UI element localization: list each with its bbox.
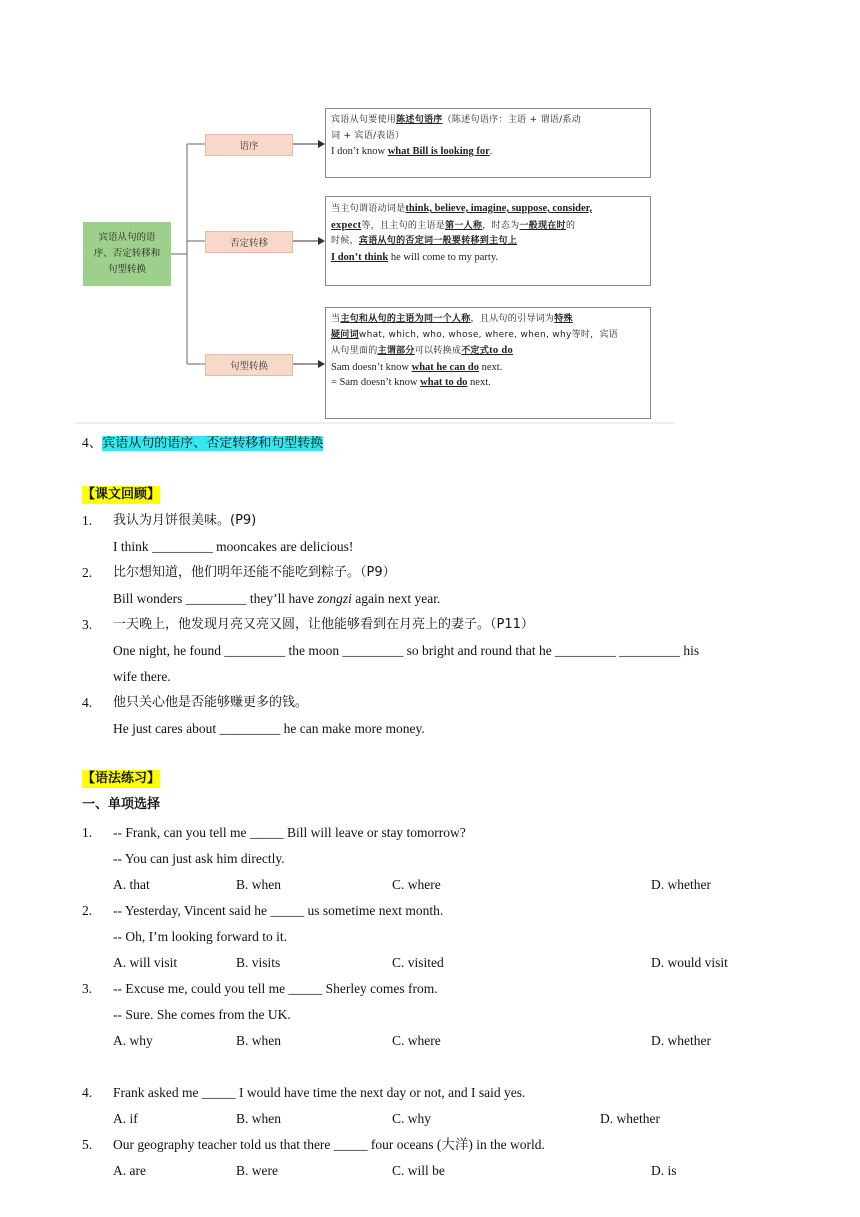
box-word-order: 宾语从句要使用陈述句语序（陈述句语序：主语 + 谓语/系动 词 + 宾语/表语） I don’t know what Bill is looking for. bbox=[325, 108, 651, 178]
option-b[interactable]: B. when bbox=[236, 1033, 281, 1048]
option-b[interactable]: B. were bbox=[236, 1163, 278, 1178]
option-a[interactable]: A. why bbox=[113, 1033, 153, 1048]
question-1: 1. -- Frank, can you tell me _____ Bill will leave or stay tomorrow? -- You can just ask him directly. A. that B. when C. where D. whether bbox=[82, 825, 711, 892]
question-5: 5. Our geography teacher told us that there _____ four oceans (大洋) in the world. A. are B. were C. will be D. is bbox=[82, 1137, 677, 1178]
grammar-header: 【语法练习】 bbox=[82, 771, 161, 786]
question-3: 3. -- Excuse me, could you tell me _____ Sherley comes from. -- Sure. She comes from the UK. A. why B. when C. where D. whether bbox=[82, 981, 711, 1048]
option-c[interactable]: C. visited bbox=[392, 955, 444, 970]
grammar-subheader: 一、单项选择 bbox=[82, 797, 161, 812]
option-a[interactable]: A. if bbox=[113, 1111, 138, 1126]
node-negation-transfer: 否定转移 bbox=[205, 231, 293, 253]
node-word-order: 语序 bbox=[205, 134, 293, 156]
diagram-root: 宾语从句的语序、否定转移和句型转换 bbox=[83, 222, 171, 286]
question-4: 4. Frank asked me _____ I would have time the next day or not, and I said yes. A. if B. when C. why D. whether bbox=[82, 1085, 660, 1126]
option-b[interactable]: B. when bbox=[236, 1111, 281, 1126]
section-4-heading: 4、宾语从句的语序、否定转移和句型转换 bbox=[82, 435, 324, 451]
box-negation-transfer: 当主句谓语动词是think, believe, imagine, suppose, consider, expect等，且主句的主语是第一人称，时态为一般现在时的 时候，宾语从句的否定词一般要转移到主句上 I don’t think he will come to my party. bbox=[325, 196, 651, 286]
option-d[interactable]: D. whether bbox=[600, 1111, 660, 1126]
option-c[interactable]: C. will be bbox=[392, 1163, 445, 1178]
option-c[interactable]: C. where bbox=[392, 877, 441, 892]
question-2: 2. -- Yesterday, Vincent said he _____ us sometime next month. -- Oh, I’m looking forward to it. A. will visit B. visits C. visited D. would visit bbox=[82, 903, 728, 970]
node-sentence-conversion: 句型转换 bbox=[205, 354, 293, 376]
option-d[interactable]: D. would visit bbox=[651, 955, 728, 970]
review-header: 【课文回顾】 bbox=[82, 487, 161, 502]
option-b[interactable]: B. visits bbox=[236, 955, 281, 970]
option-a[interactable]: A. are bbox=[113, 1163, 146, 1178]
box-sentence-conversion: 当主句和从句的主语为同一个人称，且从句的引导词为特殊 疑问词what, which, who, whose, where, when, why等时，宾语 从句里面的主谓部分可以转换成不定式to do Sam doesn’t know what he can do next. = Sam doesn’t know what to do next. bbox=[325, 307, 651, 419]
option-a[interactable]: A. will visit bbox=[113, 955, 178, 970]
option-a[interactable]: A. that bbox=[113, 877, 150, 892]
option-d[interactable]: D. whether bbox=[651, 877, 711, 892]
mind-map-diagram bbox=[75, 100, 675, 425]
option-b[interactable]: B. when bbox=[236, 877, 281, 892]
option-c[interactable]: C. why bbox=[392, 1111, 432, 1126]
option-c[interactable]: C. where bbox=[392, 1033, 441, 1048]
option-d[interactable]: D. whether bbox=[651, 1033, 711, 1048]
option-d[interactable]: D. is bbox=[651, 1163, 677, 1178]
